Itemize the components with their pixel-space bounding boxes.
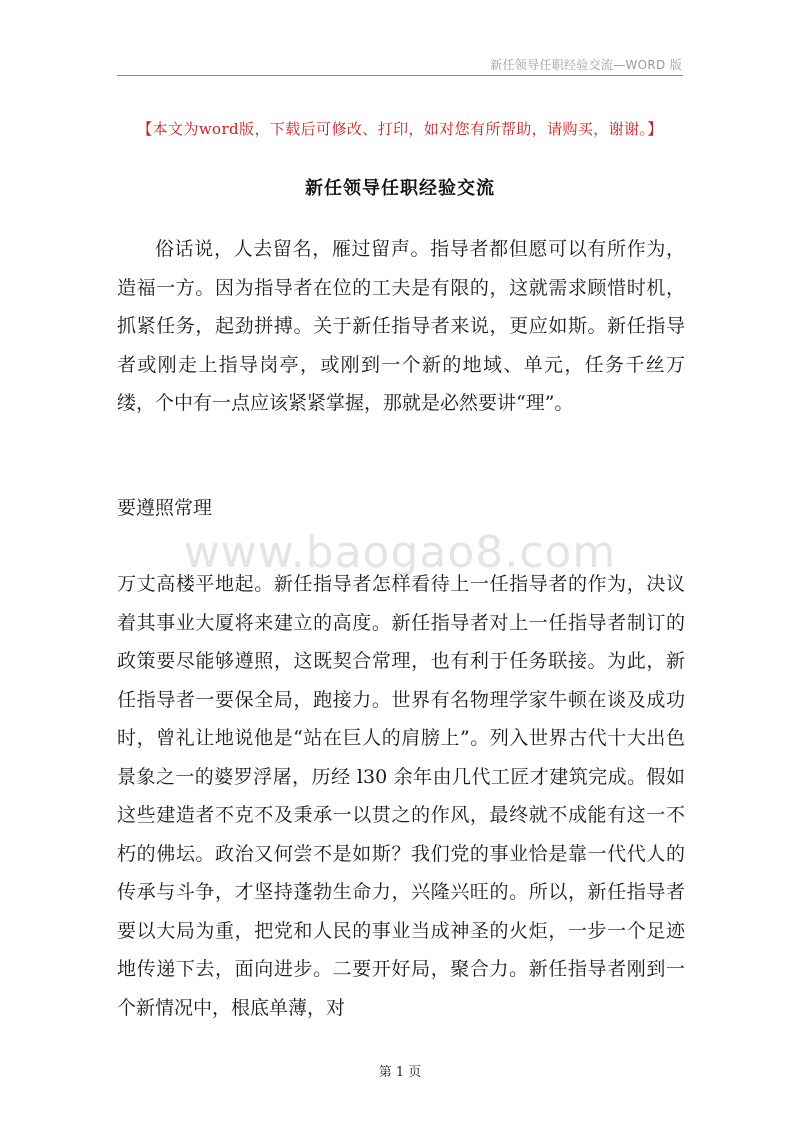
purchase-notice: 【本文为word版，下载后可修改、打印，如对您有所帮助，请购买，谢谢。】 xyxy=(137,120,663,138)
running-header: 新任领导任职经验交流—WORD 版 xyxy=(490,58,682,72)
watermark: www.baogao8.com xyxy=(183,527,617,578)
header-divider xyxy=(117,75,683,76)
page-number: 第 1 页 xyxy=(378,1065,422,1080)
section-heading: 要遵照常理 xyxy=(117,497,213,519)
paragraph-body: 万丈高楼平地起。新任指导者怎样看待上一任指导者的作为，决议着其事业大厦将来建立的高度。新任指导者对上一任指导者制订的政策要尽能够遵照，这既契合常理，也有利于任务联接。为此，新任指导者一要保全局，跑接力。世界有名物理学家牛顿在谈及成功时，曾礼让地说他是“站在巨人的肩膀上”。列入世界古代十大出色景象之一的婆罗浮屠，历经 l30 余年由几代工匠才建筑完成。假如这些建造者不克不及秉承一以贯之的作风，最终就不成能有这一不朽的佛坛。政治又何尝不是如斯？我们党的事业恰是靠一代代人的传承与斗争，才坚持蓬勃生命力，兴隆兴旺的。所以，新任指导者要以大局为重，把党和人民的事业当成神圣的火炬，一步一个足迹地传递下去，面向进步。二要开好局，聚合力。新任指导者刚到一个新情况中，根底单薄，对 xyxy=(117,573,685,1019)
document-title: 新任领导任职经验交流 xyxy=(305,178,495,199)
paragraph-intro: 俗话说，人去留名，雁过留声。指导者都但愿可以有所作为，造福一方。因为指导者在位的工夫是有限的，这就需求顾惜时机，抓紧任务，起劲拼搏。关于新任指导者来说，更应如斯。新任指导者或刚走上指导岗亭，或刚到一个新的地域、单元，任务千丝万缕，个中有一点应该紧紧掌握，那就是必然要讲“理”。 xyxy=(117,238,685,414)
